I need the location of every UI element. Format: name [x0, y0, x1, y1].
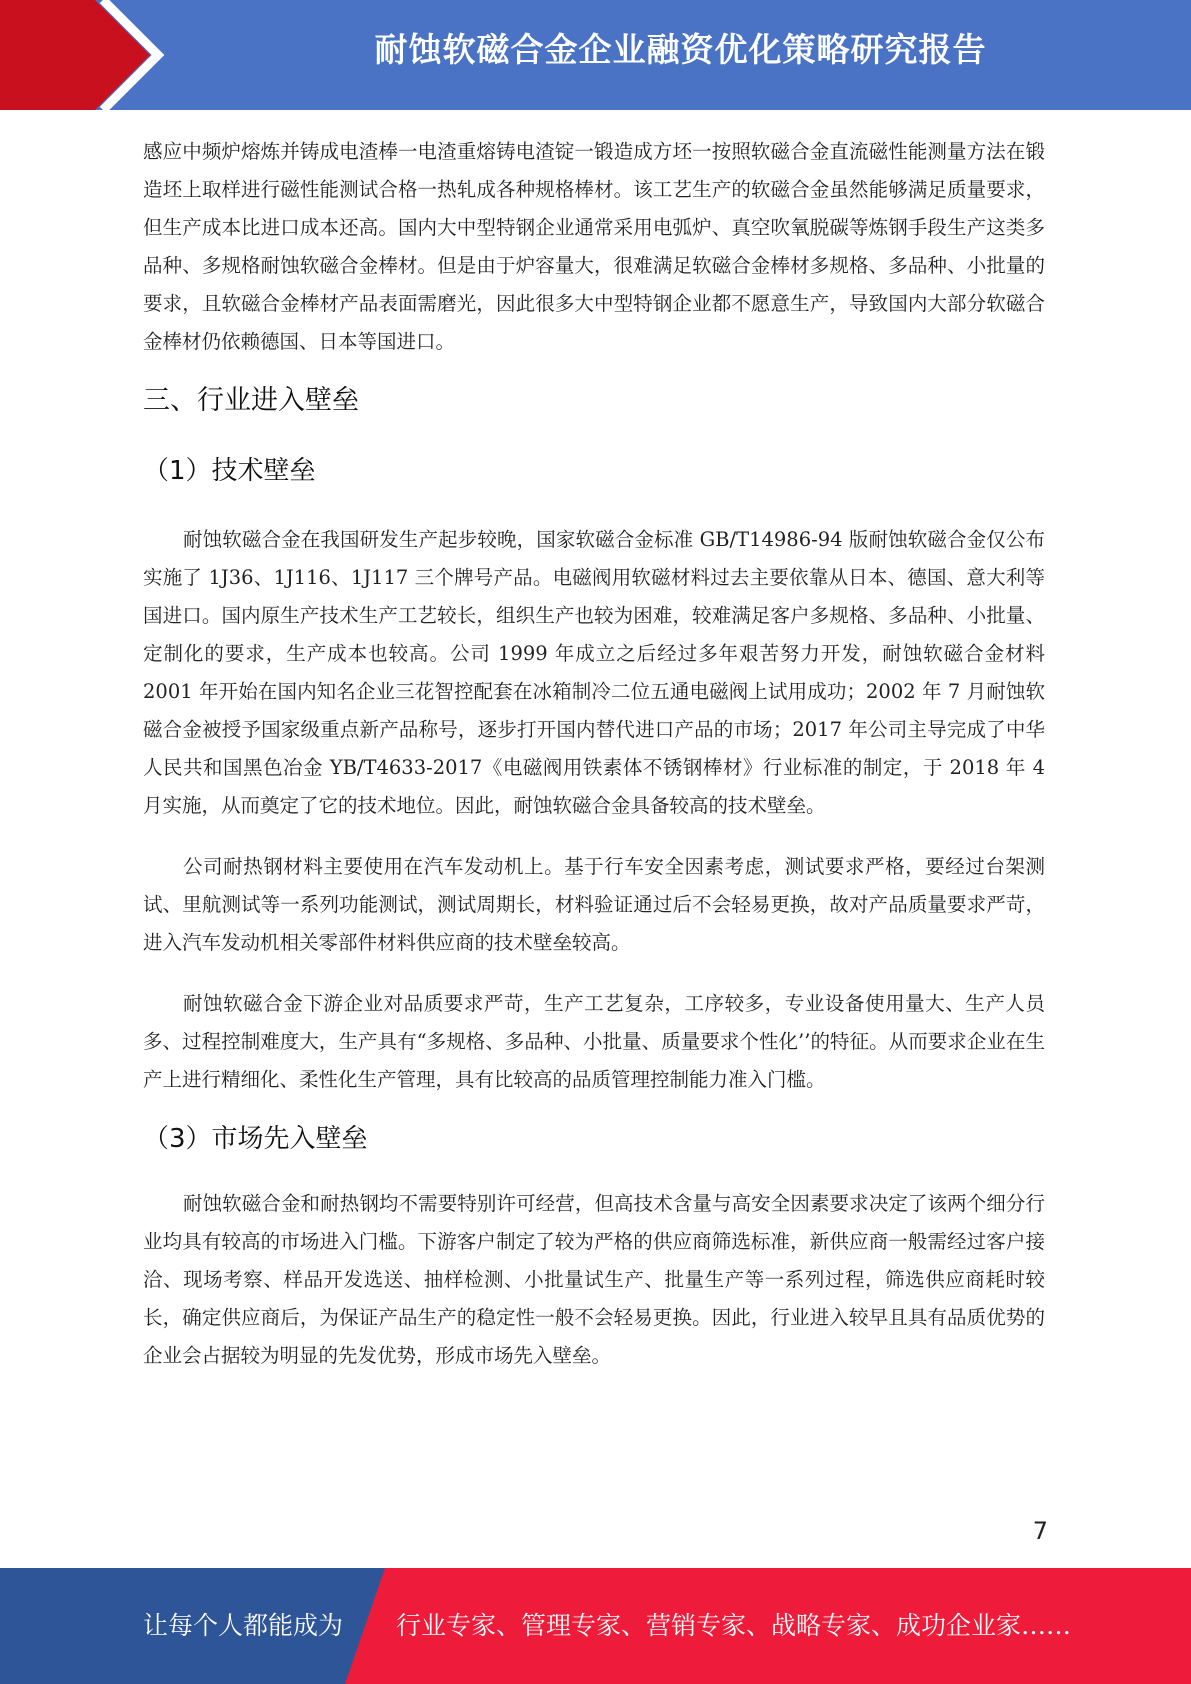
- footer-slogan-right: 行业专家、管理专家、营销专家、战略专家、成功企业家……: [396, 1611, 1072, 1640]
- page-footer: [0, 1568, 1191, 1684]
- page-number: 7: [1032, 1517, 1048, 1545]
- subsection-heading-market: （3）市场先入壁垒: [143, 1124, 368, 1154]
- document-body: [143, 133, 1045, 1375]
- subsection-heading-technical: （1）技术壁垒: [143, 456, 316, 486]
- report-title: 耐蚀软磁合金企业融资优化策略研究报告: [374, 30, 987, 69]
- market-barrier-paragraph: 耐蚀软磁合金和耐热钢均不需要特别许可经营，但高技术含量与高安全因素要求决定了该两个细分行业均具有较高的市场进入门槛。下游客户制定了较为严格的供应商筛选标准，新供应商一般需经过客户接洽、现场考察、样品开发选送、抽样检测、小批量试生产、批量生产等一系列过程，筛选供应商耗时较长，确定供应商后，为保证产品生产的稳定性一般不会轻易更换。因此，行业进入较早且具有品质优势的企业会占据较为明显的先发优势，形成市场先入壁垒。: [143, 1192, 1045, 1367]
- tech-barrier-paragraph-2: 公司耐热钢材料主要使用在汽车发动机上。基于行车安全因素考虑，测试要求严格，要经过台架测试、里航测试等一系列功能测试，测试周期长，材料验证通过后不会轻易更换，故对产品质量要求严苛，进入汽车发动机相关零部件材料供应商的技术壁垒较高。: [143, 855, 1045, 954]
- tech-barrier-paragraph-1: 耐蚀软磁合金在我国研发生产起步较晚，国家软磁合金标准 GB/T14986-94 版耐蚀软磁合金仅公布实施了 1J36、1J116、1J117 三个牌号产品。电磁阀用软磁材料过去主要依靠从日本、德国、意大利等国进口。国内原生产技术生产工艺较长，组织生产也较为困难，较难满足客户多规格、多品种、小批量、定制化的要求，生产成本也较高。公司 1999 年成立之后经过多年艰苦努力开发，耐蚀软磁合金材料 2001 年开始在国内知名企业三花智控配套在冰箱制冷二位五通电磁阀上试用成功；2002 年 7 月耐蚀软磁合金被授予国家级重点新产品称号，逐步打开国内替代进口产品的市场；2017 年公司主导完成了中华人民共和国黑色冶金 YB/T4633-2017《电磁阀用铁素体不锈钢棒材》行业标准的制定，于 2018 年 4 月实施，从而奠定了它的技术地位。因此，耐蚀软磁合金具备较高的技术壁垒。: [143, 528, 1045, 817]
- intro-paragraph: 感应中频炉熔炼并铸成电渣棒一电渣重熔铸电渣锭一锻造成方坯一按照软磁合金直流磁性能测量方法在锻造坯上取样进行磁性能测试合格一热轧成各种规格棒材。该工艺生产的软磁合金虽然能够满足质量要求，但生产成本比进口成本还高。国内大中型特钢企业通常采用电弧炉、真空吹氧脱碳等炼钢手段生产这类多品种、多规格耐蚀软磁合金棒材。但是由于炉容量大，很难满足软磁合金棒材多规格、多品种、小批量的要求，且软磁合金棒材产品表面需磨光，因此很多大中型特钢企业都不愿意生产，导致国内大部分软磁合金棒材仍依赖德国、日本等国进口。: [143, 140, 1045, 353]
- page-header: [0, 0, 1191, 110]
- tech-barrier-paragraph-3: 耐蚀软磁合金下游企业对品质要求严苛，生产工艺复杂，工序较多，专业设备使用量大、生产人员多、过程控制难度大，生产具有“多规格、多品种、小批量、质量要求个性化’’的特征。从而要求企业在生产上进行精细化、柔性化生产管理，具有比较高的品质管理控制能力准入门槛。: [143, 992, 1045, 1091]
- header-red-arrow: [0, 0, 150, 110]
- footer-slogan-left: 让每个人都能成为: [143, 1611, 344, 1640]
- section-heading: 三、行业进入壁垒: [143, 385, 359, 416]
